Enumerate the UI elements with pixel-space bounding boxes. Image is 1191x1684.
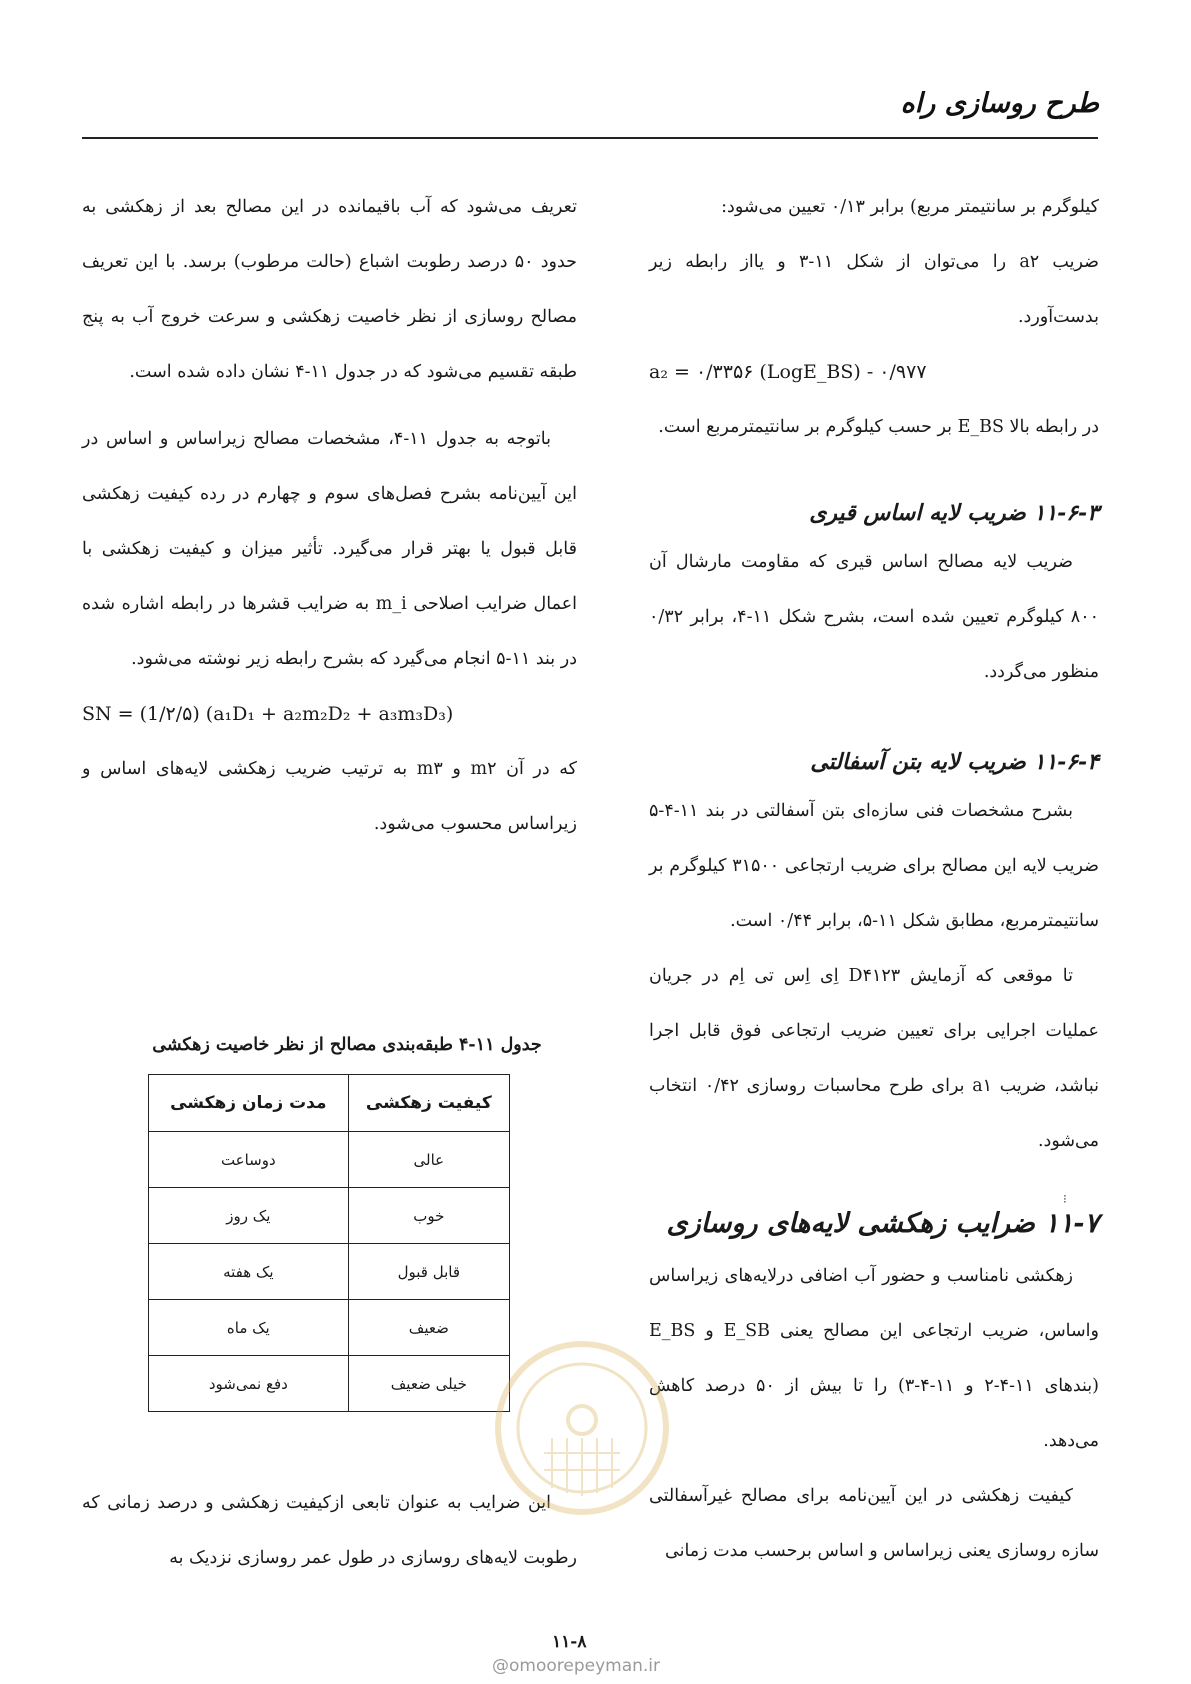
table-cell: خیلی ضعیف: [348, 1356, 509, 1412]
table-row: [149, 1132, 510, 1188]
paragraph: بشرح مشخصات فنی سازه‌ای بتن آسفالتی در بند ۱۱-۴-۵ ضریب لایه این مصالح برای ضریب ارتجاعی ۳۱۵۰۰ کیلوگرم بر سانتیمترمربع، مطابق شکل ۱۱-۵، برابر ۰/۴۴ است.: [649, 801, 1099, 931]
section-heading-11-7: ۱۱-۷ ضرایب زهکشی لایه‌های روسازی: [666, 1208, 1099, 1239]
table-cell: خوب: [348, 1188, 509, 1244]
page-header-title: طرح روسازی راه: [900, 88, 1099, 119]
paragraph: این ضرایب به عنوان تابعی ازکیفیت زهکشی و درصد زمانی که رطوبت لایه‌های روسازی در طول عمر روسازی نزدیک به: [82, 1493, 577, 1568]
table-cell: دفع نمی‌شود: [149, 1356, 349, 1412]
table-header-cell: کیفیت زهکشی: [348, 1075, 509, 1132]
section-heading-11-6-3: ۱۱-۶-۳ ضریب لایه اساس قیری: [809, 500, 1099, 526]
formula-a2: a₂ = ۰/۳۳۵۶ (LogE_BS) - ۰/۹۷۷: [649, 361, 927, 383]
paragraph: باتوجه به جدول ۱۱-۴، مشخصات مصالح زیراساس و اساس در این آیین‌نامه بشرح فصل‌های سوم و چهارم در رده کیفیت زهکشی قابل قبول یا بهتر قرار می‌گیرد. تأثیر میزان و کیفیت زهکشی با اعمال ضرایب اصلاحی m_i به ضرایب قشرها در رابطه اشاره شده در بند ۱۱-۵ انجام می‌گیرد که بشرح رابطه زیر نوشته می‌شود.: [82, 429, 577, 669]
watermark-seal-icon: [492, 1338, 672, 1518]
paragraph: کیفیت زهکشی در این آیین‌نامه برای مصالح غیرآسفالتی سازه روسازی یعنی زیراساس و اساس برحسب مدت زمانی: [649, 1486, 1099, 1561]
header-divider: [82, 137, 1098, 139]
watermark-text: @omoorepeyman.ir: [492, 1656, 661, 1676]
table-caption: جدول ۱۱-۴ طبقه‌بندی مصالح از نظر خاصیت زهکشی: [152, 1035, 542, 1055]
table-cell: یک هفته: [149, 1244, 349, 1300]
paragraph: کیلوگرم بر سانتیمتر مربع) برابر ۰/۱۳ تعیین می‌شود:: [721, 197, 1099, 217]
paragraph: در رابطه بالا E_BS بر حسب کیلوگرم بر سانتیمترمربع است.: [658, 417, 1099, 437]
paragraph: که در آن m۲ و m۳ به ترتیب ضریب زهکشی لایه‌های اساس و زیراساس محسوب می‌شود.: [82, 759, 578, 834]
table-cell: عالی: [348, 1132, 509, 1188]
table-row: [149, 1300, 510, 1356]
table-cell: قابل قبول: [348, 1244, 509, 1300]
table-header-row: [149, 1075, 510, 1132]
drainage-classification-table: [148, 1074, 510, 1412]
table-cell: یک ماه: [149, 1300, 349, 1356]
table-row: [149, 1188, 510, 1244]
right-column: [649, 180, 1099, 1579]
page-number: ۱۱-۸: [552, 1632, 587, 1652]
table-header-cell: مدت زمان زهکشی: [149, 1075, 349, 1132]
paragraph: زهکشی نامناسب و حضور آب اضافی درلایه‌های زیراساس واساس، ضریب ارتجاعی این مصالح یعنی E_SB و E_BS (بندهای ۱۱-۴-۲ و ۱۱-۴-۳) را تا بیش از ۵۰ درصد کاهش می‌دهد.: [649, 1266, 1099, 1451]
left-column: [82, 180, 577, 852]
paragraph: تا موقعی که آزمایش D۴۱۲۳ اِی اِس تی اِم در جریان عملیات اجرایی برای تعیین ضریب ارتجاعی فوق قابل اجرا نباشد، ضریب a۱ برای طرح محاسبات روسازی ۰/۴۲ انتخاب می‌شود.: [649, 966, 1099, 1151]
paragraph: تعریف می‌شود که آب باقیمانده در این مصالح بعد از زهکشی به حدود ۵۰ درصد رطوبت اشباع (حالت مرطوب) برسد. با این تعریف مصالح روسازی از نظر خاصیت زهکشی و سرعت خروج آب به پنج طبقه تقسیم می‌شود که در جدول ۱۱-۴ نشان داده شده است.: [82, 197, 577, 382]
paragraph: ضریب a۲ را می‌توان از شکل ۱۱-۳ و یااز رابطه زیر بدست‌آورد.: [649, 252, 1100, 327]
table-row: [149, 1356, 510, 1412]
table-row: [149, 1244, 510, 1300]
table-cell: دوساعت: [149, 1132, 349, 1188]
stray-mark: ⁝: [1063, 1192, 1067, 1206]
table-cell: ضعیف: [348, 1300, 509, 1356]
paragraph: ضریب لایه مصالح اساس قیری که مقاومت مارشال آن ۸۰۰ کیلوگرم تعیین شده است، بشرح شکل ۱۱-۴، برابر ۰/۳۲ منظور می‌گردد.: [649, 552, 1099, 682]
table-cell: یک روز: [149, 1188, 349, 1244]
formula-sn: SN = (1/۲/۵) (a₁D₁ + a₂m₂D₂ + a₃m₃D₃): [82, 703, 454, 725]
section-heading-11-6-4: ۱۱-۶-۴ ضریب لایه بتن آسفالتی: [810, 749, 1099, 775]
